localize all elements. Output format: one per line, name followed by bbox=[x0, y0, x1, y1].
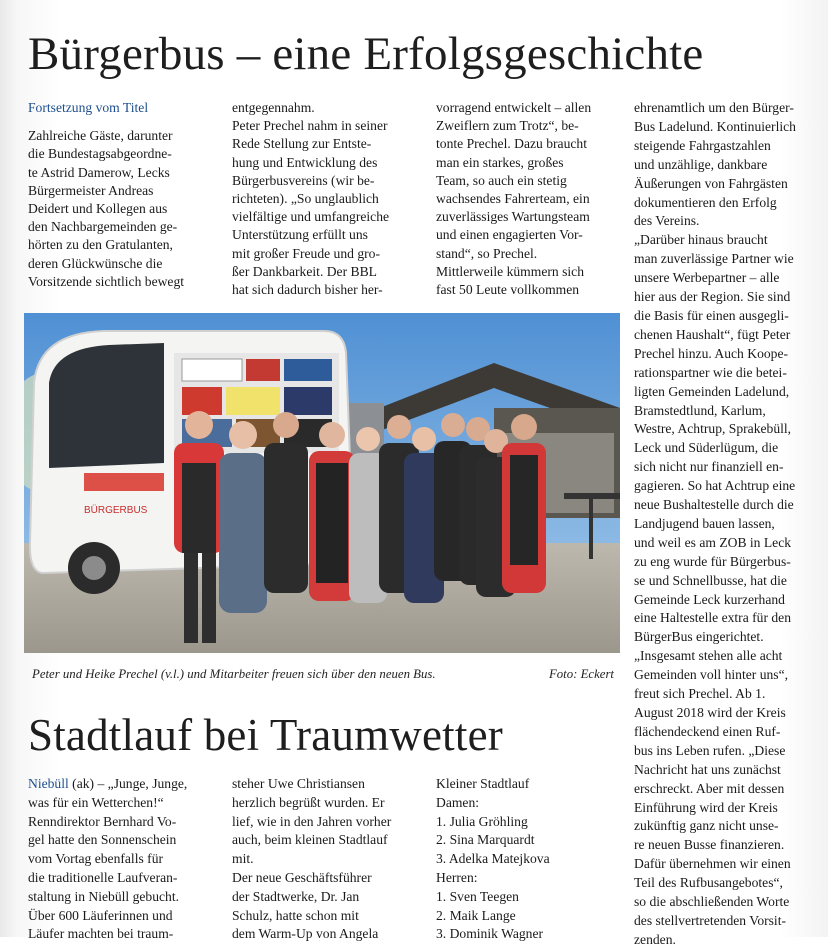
text-line: Dafür übernehmen wir einen bbox=[634, 856, 791, 872]
text-line: ligten Gemeinden Ladelund, bbox=[634, 383, 790, 399]
text-line: 1. Julia Gröhling bbox=[436, 813, 528, 829]
photo-illustration bbox=[24, 313, 620, 653]
text-line: zukünftig ganz nicht unse- bbox=[634, 818, 779, 834]
article2-first-line-rest: (ak) – „Junge, Junge, bbox=[68, 776, 188, 791]
text-line: staltung in Niebüll gebucht. bbox=[28, 888, 180, 904]
text-line: Team, so auch ein stetig bbox=[436, 172, 567, 188]
article-headline-stadtlauf: Stadtlauf bei Traumwetter bbox=[28, 710, 503, 760]
article2-column-1 bbox=[28, 775, 218, 944]
text-line: gel hatte den Sonnenschein bbox=[28, 832, 177, 848]
dateline: Niebüll bbox=[28, 776, 69, 791]
text-line: Mittlerweile kümmern sich bbox=[436, 263, 584, 279]
text-line: Äußerungen von Fahrgästen bbox=[634, 175, 788, 191]
text-line: flächendeckend einen Ruf- bbox=[634, 723, 781, 739]
text-line: August 2018 wird der Kreis bbox=[634, 705, 786, 720]
article2-results-list bbox=[436, 775, 626, 944]
article2-column-1-text bbox=[28, 794, 218, 944]
text-line: steher Uwe Christiansen bbox=[232, 776, 365, 791]
text-line: des stellvertretenden Vorsit- bbox=[634, 912, 787, 928]
text-line: steigende Fahrgastzahlen bbox=[634, 137, 771, 153]
text-line: 3. Dominik Wagner bbox=[436, 926, 544, 942]
text-line: vorragend entwickelt – allen bbox=[436, 100, 592, 115]
text-line: mit großer Freude und gro- bbox=[232, 245, 380, 261]
text-line: deren Glückwünsche die bbox=[28, 255, 163, 271]
text-line: gagieren. So hat Achtrup eine bbox=[634, 478, 796, 494]
text-line: Bus Ladelund. Kontinuierlich bbox=[634, 118, 796, 134]
text-line: 2. Sina Marquardt bbox=[436, 832, 535, 848]
text-line: und einen engagierten Vor- bbox=[436, 227, 583, 243]
text-line: Renndirektor Bernhard Vo- bbox=[28, 813, 177, 829]
text-line: Zweiflern zum Trotz“, be- bbox=[436, 118, 579, 134]
text-line: ehrenamtlich um den Bürger- bbox=[634, 100, 794, 115]
photo-caption-row bbox=[32, 667, 614, 682]
text-line: herzlich begrüßt wurden. Er bbox=[232, 794, 385, 810]
text-line: die Bundestagsabgeordne- bbox=[28, 146, 172, 162]
photo-credit: Foto: Eckert bbox=[548, 667, 614, 681]
text-line: eine Haltestelle extra für den bbox=[634, 610, 792, 626]
text-line: Schulz, hatte schon mit bbox=[232, 907, 359, 923]
text-line: auch, beim kleinen Stadtlauf bbox=[232, 832, 388, 848]
text-line: die traditionelle Laufveran- bbox=[28, 869, 178, 885]
text-line: Leck und Süderlügum, die bbox=[634, 440, 779, 456]
text-line: hörten zu den Gratulanten, bbox=[28, 237, 173, 253]
text-line: freut sich Prechel. Ab 1. bbox=[634, 686, 766, 702]
text-line: Teil des Rufbusangebotes“, bbox=[634, 875, 783, 891]
text-line: „Darüber hinaus braucht bbox=[634, 232, 768, 248]
text-line: stand“, so Prechel. bbox=[436, 245, 538, 261]
text-line: Bürgermeister Andreas bbox=[28, 182, 154, 198]
text-line: lief, wie in den Jahren vorher bbox=[232, 813, 392, 829]
text-line: chenen Haushalt“, fügt Peter bbox=[634, 326, 791, 342]
text-line: Rede Stellung zur Entste- bbox=[232, 136, 372, 152]
text-line: Über 600 Läuferinnen und bbox=[28, 907, 173, 923]
photo-caption: Peter und Heike Prechel (v.l.) und Mitarbeiter freuen sich über den neuen Bus. bbox=[32, 667, 436, 681]
text-line: richteten). „So unglaublich bbox=[232, 191, 379, 207]
text-line: erschreckt. Aber mit dessen bbox=[634, 780, 785, 796]
text-line: Damen: bbox=[436, 794, 480, 810]
text-line: und weil es am ZOB in Leck bbox=[634, 534, 792, 550]
text-line: Einführung wird der Kreis bbox=[634, 799, 778, 815]
text-line: den Nachbargemeinden ge- bbox=[28, 219, 178, 235]
article1-column-1 bbox=[28, 99, 208, 291]
text-line: Peter Prechel nahm in seiner bbox=[232, 118, 388, 134]
text-line: ßer Dankbarkeit. Der BBL bbox=[232, 263, 377, 279]
text-line: Herren: bbox=[436, 869, 478, 885]
text-line: zuverlässiges Wartungsteam bbox=[436, 209, 590, 225]
text-line: Läufer machten bei traum- bbox=[28, 926, 174, 942]
text-line: die Basis für einen ausgegli- bbox=[634, 307, 789, 323]
text-line: „Insgesamt stehen alle acht bbox=[634, 648, 783, 664]
text-line: man ein starkes, großes bbox=[436, 154, 564, 170]
article2-column-2 bbox=[232, 775, 422, 944]
text-line: der Stadtwerke, Dr. Jan bbox=[232, 888, 360, 904]
text-line: Kleiner Stadtlauf bbox=[436, 776, 530, 791]
article-headline-buergerbus: Bürgerbus – eine Erfolgsgeschichte bbox=[28, 28, 704, 80]
text-line: Bramstedtlund, Karlum, bbox=[634, 402, 766, 418]
text-line: unsere Werbepartner – alle bbox=[634, 270, 780, 286]
text-line: Der neue Geschäftsführer bbox=[232, 869, 372, 885]
text-line: hier aus der Region. Sie sind bbox=[634, 289, 791, 305]
article2-first-line bbox=[28, 775, 218, 794]
article1-column-3 bbox=[436, 99, 616, 299]
text-line: neue Bushaltestelle durch die bbox=[634, 497, 794, 513]
text-line: se und Schnellbusse, hat die bbox=[634, 572, 787, 588]
text-line: Unterstützung erfüllt uns bbox=[232, 227, 368, 243]
text-line: des Vereins. bbox=[634, 213, 700, 229]
text-line: rationspartner wie die betei- bbox=[634, 364, 787, 380]
text-line: re neuen Busse finanzieren. bbox=[634, 837, 785, 853]
text-line: 3. Adelka Matejkova bbox=[436, 851, 550, 867]
text-line: dem Warm-Up von Angela bbox=[232, 926, 379, 942]
text-line: Prechel hinzu. Auch Koope- bbox=[634, 345, 789, 361]
article1-column-1-text bbox=[28, 127, 208, 291]
text-line: 1. Sven Teegen bbox=[436, 888, 519, 904]
article1-column-4 bbox=[634, 99, 820, 950]
text-line: man zuverlässige Partner wie bbox=[634, 251, 794, 267]
text-line: wachsendes Fahrerteam, ein bbox=[436, 191, 590, 207]
text-line: zu eng wurde für Bürgerbus- bbox=[634, 553, 791, 569]
text-line: entgegennahm. bbox=[232, 100, 315, 115]
photo-people-with-bus bbox=[24, 313, 620, 653]
text-line: vom Vortag ebenfalls für bbox=[28, 851, 164, 867]
text-line: Bürgerbusvereins (wir be- bbox=[232, 172, 375, 188]
text-line: bus ins Leben rufen. „Diese bbox=[634, 742, 786, 758]
text-line: fast 50 Leute vollkommen bbox=[436, 282, 580, 298]
continued-from-title: Fortsetzung vom Titel bbox=[28, 100, 149, 115]
text-line: sich nicht nur finanziell en- bbox=[634, 459, 784, 475]
text-line: und unzählige, dankbare bbox=[634, 156, 768, 172]
bus-lettering: BÜRGERBUS bbox=[84, 505, 148, 516]
text-line: so die abschließenden Worte bbox=[634, 894, 790, 910]
text-line: Landjugend bauen lassen, bbox=[634, 515, 775, 531]
text-line: Nachricht hat uns zunächst bbox=[634, 761, 781, 777]
text-line: 2. Maik Lange bbox=[436, 907, 516, 923]
text-line: Vorsitzende sichtlich bewegt bbox=[28, 273, 185, 289]
text-line: Gemeinde Leck kurzerhand bbox=[634, 591, 785, 607]
text-line: mit. bbox=[232, 851, 254, 867]
text-line: Westre, Achtrup, Sprakebüll, bbox=[634, 421, 792, 437]
text-line: hat sich dadurch bisher her- bbox=[232, 282, 383, 298]
text-line: Deidert und Kollegen aus bbox=[28, 201, 168, 217]
article1-column-2 bbox=[232, 99, 412, 299]
text-line: tonte Prechel. Dazu braucht bbox=[436, 136, 587, 152]
text-line: dokumentieren den Erfolg bbox=[634, 194, 777, 210]
text-line: zenden. bbox=[634, 931, 676, 947]
text-line: vielfältige und umfangreiche bbox=[232, 209, 390, 225]
text-line: te Astrid Damerow, Lecks bbox=[28, 164, 170, 180]
text-line: was für ein Wetterchen!“ bbox=[28, 794, 164, 810]
text-line: hung und Entwicklung des bbox=[232, 154, 378, 170]
text-line: Gemeinden voll hinter uns“, bbox=[634, 667, 789, 683]
text-line: BürgerBus eingerichtet. bbox=[634, 629, 764, 645]
text-line: Zahlreiche Gäste, darunter bbox=[28, 128, 173, 144]
